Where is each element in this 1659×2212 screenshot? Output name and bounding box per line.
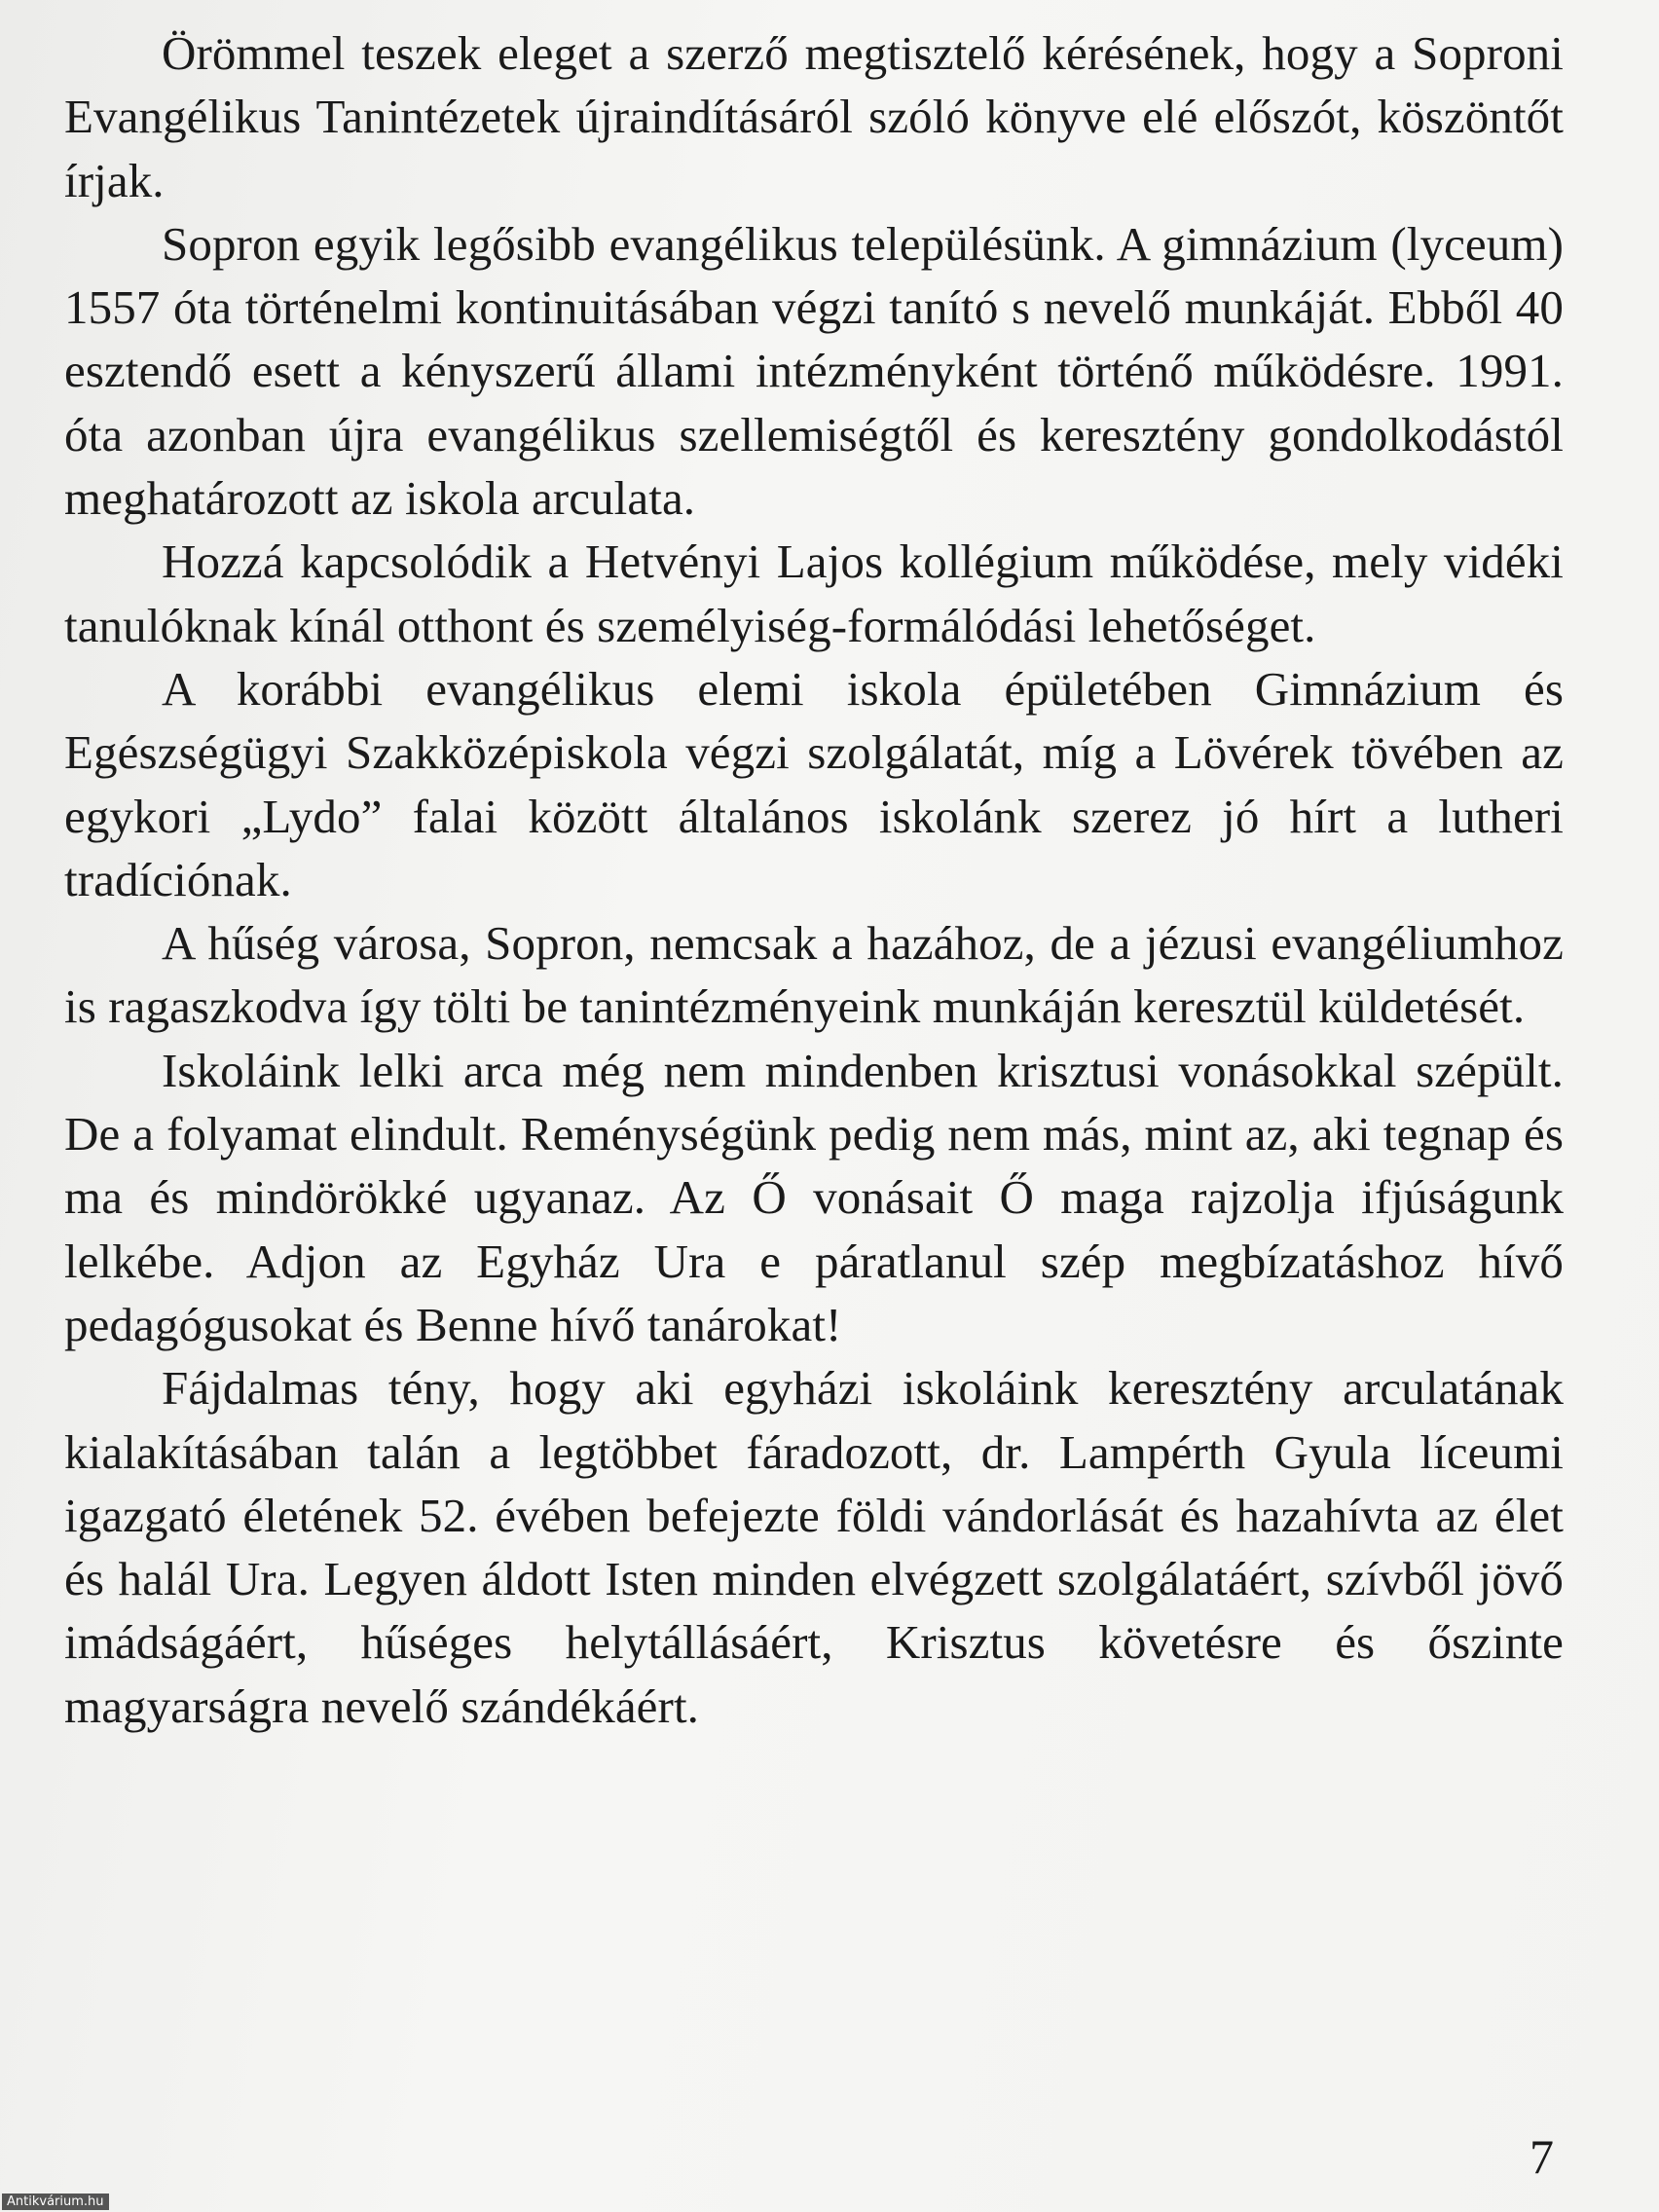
body-text [64,21,1564,1738]
page-number: 7 [1530,2129,1554,2184]
paragraph-4: A korábbi evangélikus elemi iskola épületében Gimnázium és Egészségügyi Szakközépiskola végzi szolgálatát, míg a Lövérek tövében az egykori „Lydo” falai között általános iskolánk szerez jó hírt a lutheri tradíciónak. [64,661,1564,906]
watermark: Antikvárium.hu [2,2194,109,2210]
paragraph-1: Örömmel teszek eleget a szerző megtisztelő kérésének, hogy a Soproni Evangélikus Tanintézetek újraindításáról szóló könyve elé előszót, köszöntőt írjak. [64,26,1564,207]
paragraph-6: Iskoláink lelki arca még nem mindenben krisztusi vonásokkal szépült. De a folyamat elindult. Reménységünk pedig nem más, mint az, aki tegnap és ma és mindörökké ugyanaz. Az Ő vonásait Ő maga rajzolja ifjúságunk lelkébe. Adjon az Egyház Ura e páratlanul szép megbízatáshoz hívő pedagógusokat és Benne hívő tanárokat! [64,1043,1564,1351]
paragraph-5: A hűség városa, Sopron, nemcsak a hazához, de a jézusi evangéliumhoz is ragaszkodva így tölti be tanintézményeink munkáján keresztül küldetését. [64,916,1564,1034]
paragraph-2: Sopron egyik legősibb evangélikus településünk. A gimnázium (lyceum) 1557 óta történelmi kontinuitásában végzi tanító s nevelő munkáját. Ebből 40 esztendő esett a kényszerű állami intézményként történő működésre. 1991. óta azonban újra evangélikus szellemiségtől és keresztény gondolkodástól meghatározott az iskola arculata. [64,216,1564,526]
paragraph-3: Hozzá kapcsolódik a Hetvényi Lajos kollégium működése, mely vidéki tanulóknak kínál otthont és személyiség-formálódási lehetőséget. [64,535,1564,652]
paragraph-7: Fájdalmas tény, hogy aki egyházi iskoláink keresztény arculatának kialakításában talán a legtöbbet fáradozott, dr. Lampérth Gyula líceumi igazgató életének 52. évében befejezte földi vándorlását és hazahívta az élet és halál Ura. Legyen áldott Isten minden elvégzett szolgálatáért, szívből jövő imádságáért, hűséges helytállásáért, Krisztus követésre és őszinte magyarságra nevelő szándékáért. [64,1361,1564,1733]
